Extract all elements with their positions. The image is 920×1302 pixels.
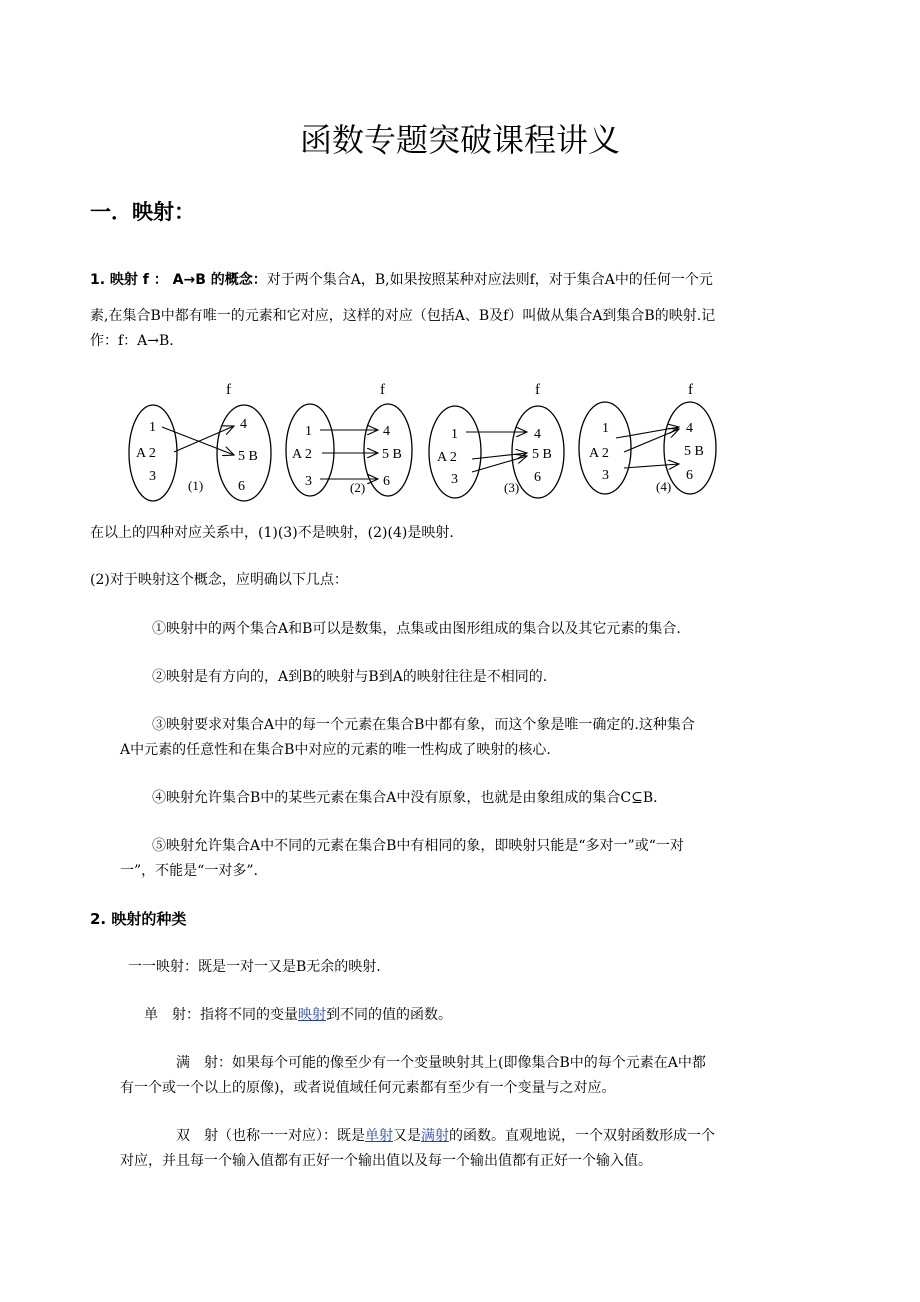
diagram-1-b-6: 6 <box>238 479 245 494</box>
diagram-1 <box>129 382 271 501</box>
diagram-3 <box>429 382 564 498</box>
injection-link[interactable]: 单射 <box>365 1128 393 1144</box>
diagram-1-caption: (1) <box>188 478 204 493</box>
injection-line <box>144 1001 452 1030</box>
page-title: 函数专题突破课程讲义 <box>299 121 620 159</box>
surjection-line1: 满 射：如果每个可能的像至少有一个变量映射其上(即像集合B中的每个元素在A中都 <box>176 1055 706 1071</box>
diagram-1-b-4: 4 <box>240 417 247 432</box>
diagram-2 <box>286 382 412 496</box>
diagram-3-f-label: f <box>535 382 540 398</box>
diagram-summary: 在以上的四种对应关系中，(1)(3)不是映射，(2)(4)是映射. <box>90 525 454 541</box>
diagram-4-a-1: 1 <box>602 421 609 436</box>
diagram-4-b-6: 6 <box>686 468 693 483</box>
diagram-4-a-2: A 2 <box>589 446 609 461</box>
section-heading-mapping: 一．映射： <box>90 200 195 224</box>
mapping-diagrams <box>0 372 920 512</box>
point-1: ①映射中的两个集合A和B可以是数集，点集或由图形组成的集合以及其它元素的集合. <box>152 621 681 637</box>
diagram-3-b-6: 6 <box>534 470 541 485</box>
diagram-4-caption: (4) <box>656 479 672 494</box>
diagram-1-a-1: 1 <box>149 420 156 435</box>
diagram-2-b-5: 5 B <box>382 447 402 462</box>
diagram-2-a-2: A 2 <box>292 447 312 462</box>
diagram-2-f-label: f <box>380 382 385 398</box>
surjection-line2: 有一个或一个以上的原像)，或者说值域任何元素都有至少有一个变量与之对应。 <box>120 1080 616 1096</box>
diagram-4-a-3: 3 <box>602 468 609 483</box>
point-3-line1: ③映射要求对集合A中的每一个元素在集合B中都有象，而这个象是唯一确定的.这种集合 <box>152 717 695 733</box>
diagram-2-b-4: 4 <box>383 424 390 439</box>
bijection-simple: 一一映射：既是一对一又是B无余的映射. <box>128 959 381 975</box>
concept-text: 对于两个集合A，B,如果按照某种对应法则f，对于集合A中的任何一个元 <box>266 272 713 288</box>
bijection-label: 双 射（也称一一对应）：既是 <box>176 1128 365 1144</box>
points-intro: (2)对于映射这个概念，应明确以下几点： <box>90 572 348 588</box>
injection-label: 单 射：指将不同的变量 <box>144 1007 298 1023</box>
diagram-1-a-3: 3 <box>149 469 156 484</box>
concept-paragraph-line3: 作：f：A→B. <box>90 333 174 349</box>
diagram-2-a-3: 3 <box>305 474 312 489</box>
diagram-2-b-6: 6 <box>383 474 390 489</box>
section-heading-types: 2. 映射的种类 <box>90 910 187 928</box>
diagram-4-b-4: 4 <box>686 421 693 436</box>
diagram-1-b-5: 5 B <box>238 449 258 464</box>
diagram-3-a-2: A 2 <box>437 450 457 465</box>
concept-label: 1. 映射 f ： A→B 的概念： <box>90 272 267 288</box>
diagram-1-f-label: f <box>226 382 231 398</box>
diagram-3-a-3: 3 <box>451 472 458 487</box>
point-4: ④映射允许集合B中的某些元素在集合A中没有原象，也就是由象组成的集合C⊆B. <box>152 790 658 806</box>
diagram-1-a-2: A 2 <box>136 446 156 461</box>
concept-paragraph-line2: 素,在集合B中都有唯一的元素和它对应，这样的对应（包括A、B及f）叫做从集合A到集合B的映射.记 <box>90 308 716 324</box>
diagram-3-a-1: 1 <box>451 427 458 442</box>
diagram-2-caption: (2) <box>350 480 366 495</box>
diagram-2-a-1: 1 <box>305 424 312 439</box>
bijection-rest: 的函数。直观地说，一个双射函数形成一个 <box>449 1128 715 1144</box>
point-2: ②映射是有方向的，A到B的映射与B到A的映射往往是不相同的. <box>152 669 548 685</box>
point-5-line2: 一”，不能是“一对多”. <box>120 863 258 879</box>
diagram-4 <box>579 382 716 494</box>
bijection-mid: 又是 <box>393 1128 421 1144</box>
diagram-3-caption: (3) <box>504 480 520 495</box>
bijection-line2: 对应，并且每一个输入值都有正好一个输出值以及每一个输出值都有正好一个输入值。 <box>120 1153 652 1169</box>
diagram-4-f-label: f <box>688 382 693 398</box>
injection-rest: 到不同的值的函数。 <box>326 1007 452 1023</box>
diagram-3-b-5: 5 B <box>532 447 552 462</box>
point-3-line2: A中元素的任意性和在集合B中对应的元素的唯一性构成了映射的核心. <box>120 742 551 758</box>
surjection-link[interactable]: 满射 <box>421 1128 449 1144</box>
diagram-3-b-4: 4 <box>534 427 541 442</box>
concept-paragraph-line1 <box>90 266 713 295</box>
diagram-4-b-5: 5 B <box>684 444 704 459</box>
mapping-link[interactable]: 映射 <box>298 1007 326 1023</box>
point-5-line1: ⑤映射允许集合A中不同的元素在集合B中有相同的象，即映射只能是“多对一”或“一对 <box>152 838 684 854</box>
